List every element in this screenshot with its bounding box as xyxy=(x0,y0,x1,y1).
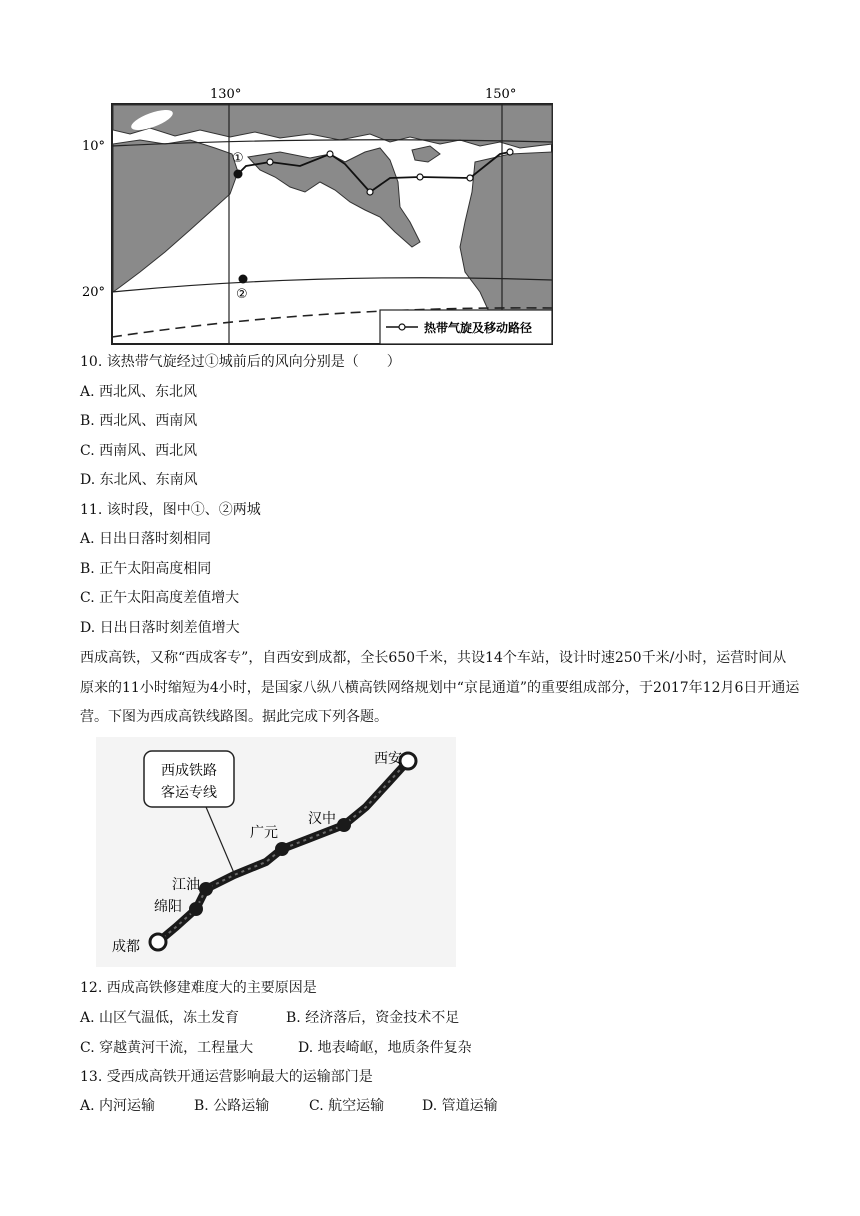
station-xian-label: 西安 xyxy=(374,751,402,767)
lon-label-150: 150° xyxy=(485,87,517,102)
q11-option-d: D. 日出日落时刻差值增大 xyxy=(80,620,240,636)
station-mianyang-dot xyxy=(189,902,203,916)
city-2-dot xyxy=(239,275,248,284)
station-guangyuan-label: 广元 xyxy=(250,825,278,841)
station-chengdu-dot xyxy=(150,934,166,950)
q13-option-c: C. 航空运输 xyxy=(309,1098,385,1114)
q11-option-b: B. 正午太阳高度相同 xyxy=(80,561,212,577)
city-2-label: ② xyxy=(236,287,248,302)
q12-options-row-1 xyxy=(80,1008,459,1028)
station-guangyuan-dot xyxy=(275,842,289,856)
callout-line-1: 西成铁路 xyxy=(161,763,217,779)
lon-label-130: 130° xyxy=(210,87,242,102)
cyclone-map xyxy=(80,82,560,350)
q12-option-c: C. 穿越黄河干流，工程量大 xyxy=(80,1040,254,1056)
q10-stem: 10. 该热带气旋经过①城前后的风向分别是（ ） xyxy=(80,354,401,370)
q10-option-d: D. 东北风、东南风 xyxy=(80,472,198,488)
passage: 西成高铁，又称“西成客专”，自西安到成都，全长650千米，共设14个车站，设计时速250千米/小时，运营时间从原来的11小时缩短为4小时，是国家八纵八横高铁网络规划中“京昆通道”的重要组成部分，于2017年12月6日开通运营。下图为西成高铁线路图。据此完成下列各题。 xyxy=(80,650,800,725)
q11-option-a: A. 日出日落时刻相同 xyxy=(80,531,212,547)
city-1-dot xyxy=(234,170,243,179)
q11-option-c: C. 正午太阳高度差值增大 xyxy=(80,590,240,606)
q12-options-row-2 xyxy=(80,1038,472,1058)
q10-option-b: B. 西北风、西南风 xyxy=(80,413,198,429)
station-mianyang-label: 绵阳 xyxy=(154,899,182,915)
q12-option-b: B. 经济落后，资金技术不足 xyxy=(286,1010,460,1026)
q10-option-a: A. 西北风、东北风 xyxy=(80,384,198,400)
q13-stem: 13. 受西成高铁开通运营影响最大的运输部门是 xyxy=(80,1069,373,1085)
city-1-label: ① xyxy=(232,151,244,166)
q12-option-d: D. 地表崎岖，地质条件复杂 xyxy=(298,1040,472,1056)
station-xian-dot xyxy=(400,753,416,769)
legend-marker xyxy=(399,324,405,330)
lat-label-20: 20° xyxy=(82,285,106,300)
station-jiangyou-label: 江油 xyxy=(172,877,200,893)
q12-option-a: A. 山区气温低，冻土发育 xyxy=(80,1010,240,1026)
station-chengdu-label: 成都 xyxy=(112,939,140,955)
station-hanzhong-dot xyxy=(337,818,351,832)
callout-line-2: 客运专线 xyxy=(161,785,217,801)
lat-label-10: 10° xyxy=(82,139,106,154)
q12-stem: 12. 西成高铁修建难度大的主要原因是 xyxy=(80,980,317,996)
station-jiangyou-dot xyxy=(199,882,213,896)
q11-stem: 11. 该时段，图中①、②两城 xyxy=(80,502,261,518)
q13-option-d: D. 管道运输 xyxy=(422,1098,498,1114)
q13-option-b: B. 公路运输 xyxy=(194,1098,270,1114)
legend-label: 热带气旋及移动路径 xyxy=(424,321,533,335)
q13-option-a: A. 内河运输 xyxy=(80,1098,156,1114)
q10-option-c: C. 西南风、西北风 xyxy=(80,443,198,459)
hsr-route-map xyxy=(96,737,456,967)
station-hanzhong-label: 汉中 xyxy=(308,811,336,827)
q13-options-row xyxy=(80,1096,498,1116)
